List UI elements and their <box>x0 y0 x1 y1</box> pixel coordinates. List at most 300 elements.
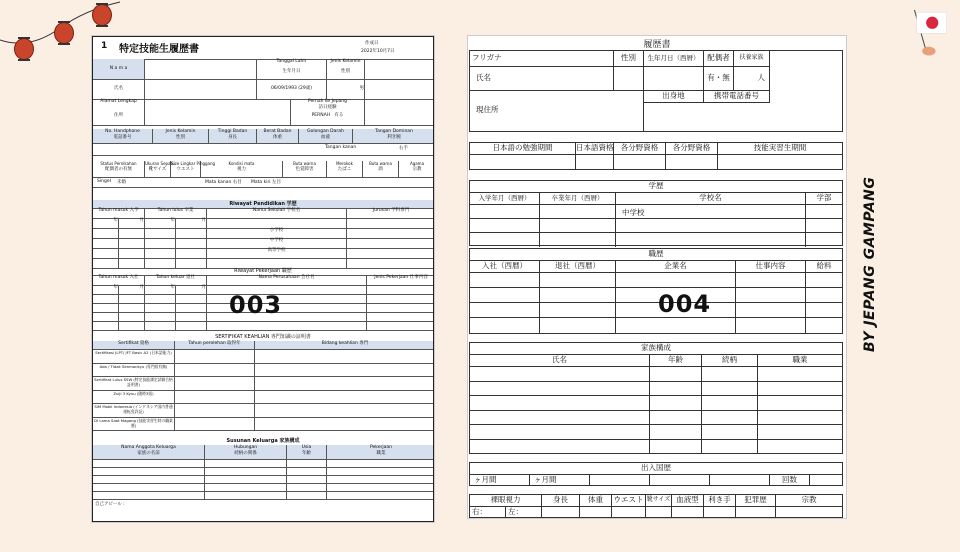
gaku-cell <box>540 205 616 219</box>
col-jenis-pekerjaan: Jenis Pekerjaan 仕事内容 <box>374 275 428 280</box>
cert-year <box>175 349 255 363</box>
shokureki-block <box>469 248 843 334</box>
body-col-label: 利き手 <box>704 495 736 507</box>
keitai-label: 携帯電話番号 <box>704 91 770 103</box>
col-tahun-masuk-kerja: Tahun masuk 入社 <box>93 275 145 285</box>
cert-name: Ada / Tidak Senmonkyu (専門級有無) <box>93 363 175 377</box>
cert-row <box>93 349 433 364</box>
fam-cell <box>93 467 205 475</box>
study-col-field <box>470 155 576 169</box>
kazoku-cell <box>702 396 758 411</box>
status-header-jp: たばこ <box>337 167 352 172</box>
cert-year <box>175 376 255 390</box>
cert-year <box>175 390 255 404</box>
fisik-header-jp: 身長 <box>228 135 237 140</box>
shimei-label: 氏名 <box>470 67 614 91</box>
singel: Singel <box>97 179 111 184</box>
col-nyuugaku: 入学年月（西暦） <box>470 193 540 205</box>
edu-cell <box>347 218 435 228</box>
edu-cell <box>176 248 207 258</box>
seibetsu-label: 性別 <box>614 51 644 67</box>
body-block <box>469 494 843 518</box>
fisik-header-cell <box>153 129 209 143</box>
edu-cell <box>119 248 145 258</box>
study-col-label: 日本語の勉強期間 <box>470 143 576 155</box>
col-nama-anggota-jp: 家族の名前 <box>137 451 160 456</box>
body-col-label: ウエスト <box>612 495 646 507</box>
fam-cell <box>93 459 205 467</box>
work-cell <box>367 312 435 321</box>
fisik-header-cell <box>353 129 435 143</box>
fisik-header-label: No. Handphone <box>105 129 140 134</box>
edu-cell <box>93 238 119 248</box>
edu-cell <box>347 238 435 248</box>
kazoku-cell <box>470 440 650 455</box>
resume-form-left <box>92 36 434 522</box>
work-cell <box>93 294 119 303</box>
shoku-cell <box>806 303 842 318</box>
nyuushutsu-block <box>469 462 843 486</box>
fam-cell <box>287 483 327 491</box>
work-cell <box>119 312 145 321</box>
edu-cell <box>347 248 435 258</box>
umu-label: 有・無 <box>704 67 734 91</box>
lantern-icon <box>92 4 112 26</box>
fam-cell <box>205 459 287 467</box>
nyuushutsu-title: 出入国歴 <box>470 463 842 475</box>
cert-name: Di Lama Saat Magang (技能実習生時の職業歴) <box>93 417 175 431</box>
gaku-cell <box>540 233 616 247</box>
shoku-cell <box>470 318 540 333</box>
status-header-row <box>93 161 433 178</box>
shoku-cell <box>540 288 616 303</box>
cert-field <box>255 390 435 404</box>
status-header-cell <box>93 161 145 177</box>
work-cell <box>176 303 207 312</box>
status-header-jp: 酒 <box>378 167 383 172</box>
col-hubungan: Hubungan <box>233 445 258 450</box>
gaku-cell <box>616 233 806 247</box>
kazoku-cell <box>650 382 702 397</box>
status-header-label: Kondisi mata <box>228 161 255 166</box>
fisik-header-jp: 利き腕 <box>387 135 401 140</box>
status-header-cell <box>283 161 327 177</box>
work-cell: 月 <box>176 285 207 294</box>
col-gakubu: 学部 <box>806 193 842 205</box>
fam-row <box>93 491 433 500</box>
keluarga-header <box>93 445 433 460</box>
edu-cell: 年 <box>145 218 176 228</box>
shimei-row <box>93 79 433 100</box>
edu-cell <box>119 238 145 248</box>
jenis-kelamin-value: 男 <box>327 79 365 99</box>
seibetsu-field <box>614 67 644 91</box>
kagetsu-1: ヶ月間 <box>470 475 530 486</box>
body-col-field <box>542 507 580 518</box>
gaku-cell <box>540 219 616 233</box>
date-label: 作成日 <box>365 41 379 46</box>
edu-cell <box>176 228 207 238</box>
haiguusha-label: 配偶者 <box>704 51 734 67</box>
kazoku-cell <box>650 440 702 455</box>
nama-field <box>145 59 257 79</box>
edu-cell <box>93 228 119 238</box>
form-title: 特定技能生履歴書 <box>119 44 199 55</box>
kazoku-cell <box>758 382 842 397</box>
fam-cell <box>327 483 435 491</box>
seinengappi-label: 生年月日（西暦） <box>644 51 704 67</box>
blank-1 <box>590 475 650 486</box>
edu-cell <box>207 218 347 228</box>
kazoku-cell <box>758 411 842 426</box>
shusshinchi-label: 出身地 <box>644 91 704 103</box>
resume-form-right <box>468 36 846 518</box>
mata-kiri: Mata kiri 左目 <box>251 180 281 185</box>
work-cell <box>367 303 435 312</box>
pernah-jp: 訪日経験 <box>318 105 337 110</box>
sertifikat-title: SERTIFIKAT KEAHLIAN 専門知識の証明書 <box>93 333 433 342</box>
study-col-label: 技能実習生期間 <box>718 143 842 155</box>
self-pr-label: 自己アピール : <box>95 502 125 507</box>
nama-label: N a m a <box>93 59 145 79</box>
body-col-field <box>580 507 612 518</box>
kazoku-block <box>469 342 843 454</box>
fam-cell <box>205 475 287 483</box>
seinengappi-field <box>644 67 704 91</box>
body-col-field <box>646 507 672 518</box>
fam-cell <box>287 475 327 483</box>
cert-row <box>93 417 433 432</box>
cert-field <box>255 403 435 417</box>
work-cell: 年 <box>93 285 119 294</box>
cert-year <box>175 417 255 431</box>
work-cell <box>176 294 207 303</box>
pernah-yes: 有る <box>334 113 344 118</box>
genjuusho-label: 現住所 <box>470 91 644 131</box>
edu-cell: 中学校 <box>207 238 347 248</box>
form-number: 1 <box>101 41 108 51</box>
col-usia: Usia <box>301 445 312 450</box>
body-col-label: 宗教 <box>776 495 842 507</box>
shimei-field <box>145 79 257 99</box>
work-cell <box>367 294 435 303</box>
edu-cell <box>347 228 435 238</box>
rirekisho-title: 履歴書 <box>643 40 671 50</box>
title-row <box>93 37 433 60</box>
kazoku-cell <box>702 382 758 397</box>
status-header-cell <box>327 161 363 177</box>
fisik-header-cell <box>257 129 299 143</box>
gaku-cell <box>470 219 540 233</box>
status-header-jp: ウエスト <box>176 167 195 172</box>
body-col-label: 裸眼視力 <box>470 495 542 507</box>
col-k-shimei: 氏名 <box>470 355 650 367</box>
gakureki-block <box>469 180 843 246</box>
fisik-header-label: Golongan Darah <box>307 129 344 134</box>
edu-cell <box>145 228 176 238</box>
col-bidang-keahlian: Bidang keahlian 専門 <box>321 341 369 346</box>
work-cell <box>93 312 119 321</box>
tanggal-lahir-label: Tanggal Lahir <box>276 59 307 64</box>
alamat-row <box>93 99 433 126</box>
kazoku-cell <box>702 440 758 455</box>
fam-cell <box>93 475 205 483</box>
fam-cell <box>205 491 287 499</box>
study-col-label: 日本語資格 <box>576 143 614 155</box>
fam-cell <box>287 467 327 475</box>
keluarga-title: Susunan Keluarga 家族構成 <box>93 437 433 446</box>
col-sotsugyou: 卒業年月（西暦） <box>540 193 616 205</box>
col-sertifikat: Sertifikat 資格 <box>93 341 175 349</box>
cert-row <box>93 390 433 405</box>
fisik-header-cell <box>93 129 153 143</box>
col-shigoto: 仕事内容 <box>736 261 806 273</box>
shoku-cell <box>806 288 842 303</box>
fisik-value-row <box>93 143 433 156</box>
gaku-cell <box>616 205 806 219</box>
col-nyuusha: 入社（西暦） <box>470 261 540 273</box>
tanggal-lahir-header <box>257 59 327 79</box>
chuugakkou-label: 中学校 <box>622 208 645 217</box>
fisik-header-label: Berat Badan <box>263 129 292 134</box>
kazoku-title: 家族構成 <box>470 343 842 355</box>
shoku-cell <box>736 303 806 318</box>
col-k-nenrei: 年齢 <box>650 355 702 367</box>
cert-name: SIM Mobil Indonesia (インドネシア国内普通運転免許証) <box>93 403 175 417</box>
col-jurusan: Jurusan 学科専門 <box>372 208 410 213</box>
work-cell <box>145 312 176 321</box>
date-value: 2022年10月7日 <box>361 49 395 54</box>
fisik-header-jp: 体重 <box>273 135 282 140</box>
fam-cell <box>327 475 435 483</box>
col-pekerjaan-jp: 職業 <box>376 451 386 456</box>
col-k-shokugyou: 職業 <box>758 355 842 367</box>
shimei-label: 氏名 <box>93 79 145 99</box>
shoku-cell <box>616 318 736 333</box>
work-cell <box>119 321 145 330</box>
hidari-label: 左： <box>506 507 542 518</box>
status-header-jp: 宗教 <box>412 167 422 172</box>
cert-row <box>93 403 433 418</box>
fam-cell <box>327 459 435 467</box>
status-header-label: Buta warna <box>293 161 316 166</box>
alamat-field <box>145 99 291 125</box>
fam-cell <box>93 483 205 491</box>
edu-cell <box>145 238 176 248</box>
blank-2 <box>650 475 710 486</box>
work-cell <box>207 321 367 330</box>
kazoku-cell <box>758 425 842 440</box>
study-col-label: 各分野資格 <box>666 143 718 155</box>
fisik-header-label: Jenis Kelamin <box>165 129 196 134</box>
cert-field <box>255 417 435 431</box>
fuyou-label: 扶養家族 <box>734 51 770 67</box>
cert-row <box>93 376 433 391</box>
alamat-label: Alamat Lengkap <box>100 99 137 104</box>
jenis-kelamin-header <box>327 59 365 79</box>
work-cell <box>367 285 435 294</box>
status-header-label: Buta warna <box>369 161 392 166</box>
pekerjaan-title: Riwayat Pekerjaan 職歴 <box>93 267 433 276</box>
kazoku-cell <box>650 411 702 426</box>
kazoku-cell <box>470 367 650 382</box>
fisik-header-row <box>93 129 433 144</box>
status-header-cell <box>171 161 216 177</box>
edu-cell: 月 <box>176 218 207 228</box>
status-header-label: Agama <box>409 161 425 166</box>
fisik-header-cell <box>299 129 353 143</box>
tangan-kanan-jp: 右手 <box>399 146 408 151</box>
gakureki-title: 学歴 <box>470 181 842 193</box>
fam-cell <box>93 491 205 499</box>
status-value-row <box>93 177 433 188</box>
status-header-cell <box>145 161 175 177</box>
body-col-label: 血液型 <box>672 495 704 507</box>
edu-cell: 高等学校 <box>207 248 347 258</box>
fam-cell <box>287 491 327 499</box>
work-cell <box>145 321 176 330</box>
status-header-cell <box>399 161 435 177</box>
edu-cell: 年 <box>93 218 119 228</box>
fam-cell <box>205 483 287 491</box>
body-col-field <box>776 507 842 518</box>
singel-jp: 未婚 <box>117 180 126 185</box>
col-nama-anggota: Nama Anggota Keluarga <box>121 445 176 450</box>
alamat-header <box>93 99 145 125</box>
edu-cell <box>119 228 145 238</box>
shoku-cell <box>806 318 842 333</box>
fisik-header-label: Tangan Dominan <box>375 129 413 134</box>
cert-year <box>175 403 255 417</box>
gaku-cell <box>806 205 842 219</box>
furigana-label: フリガナ <box>470 51 614 67</box>
shoku-cell <box>616 273 736 288</box>
nama-row <box>93 59 433 80</box>
study-col-field <box>718 155 842 169</box>
col-taisha: 退社（西暦） <box>540 261 616 273</box>
gaku-cell <box>616 219 806 233</box>
work-cell <box>145 294 176 303</box>
kazoku-cell <box>650 425 702 440</box>
study-col-label: 各分野資格 <box>614 143 666 155</box>
kaisuu-label: 回数 <box>770 475 810 486</box>
blank-3 <box>710 475 770 486</box>
col-gakkoumei: 学校名 <box>616 193 806 205</box>
col-tahun-keluar: Tahun keluar 退社 <box>145 275 207 285</box>
cert-field <box>255 376 435 390</box>
col-tahun-lulus: Tahun lulus 卒業 <box>145 208 207 218</box>
study-col-field <box>614 155 666 169</box>
work-cell <box>93 321 119 330</box>
status-header-label: Status Pernikahan <box>100 161 137 166</box>
kazoku-cell <box>470 382 650 397</box>
col-nama-perusahaan: Nama Perusahaan 会社名 <box>207 275 367 285</box>
kazoku-cell <box>650 367 702 382</box>
body-col-label: 靴サイズ <box>646 495 672 507</box>
migi-label: 右： <box>470 507 506 518</box>
work-cell <box>93 303 119 312</box>
gaku-cell <box>806 233 842 247</box>
jenis-kelamin-label: Jenis Kelamin <box>330 59 361 64</box>
kazoku-cell <box>758 440 842 455</box>
kazoku-cell <box>702 411 758 426</box>
cert-name: Zuiji 3 Kyuu (随時3級) <box>93 390 175 404</box>
pernah-label: Pernah ke Jepang <box>307 99 348 104</box>
shoku-cell <box>736 288 806 303</box>
shoku-cell <box>470 288 540 303</box>
work-cell <box>119 303 145 312</box>
status-header-label: Ukuran Sepatu <box>145 161 175 166</box>
col-tahun-masuk: Tahun masuk 入学 <box>93 208 145 218</box>
personal-block <box>469 50 843 132</box>
work-cell <box>367 321 435 330</box>
cert-name: Sertifikasi JLPT/ JFT Basic A2 (日本語能力) <box>93 349 175 363</box>
kazoku-cell <box>702 425 758 440</box>
kagetsu-2: ヶ月間 <box>530 475 590 486</box>
shokureki-title: 職歴 <box>470 249 842 261</box>
body-col-label: 犯罪歴 <box>736 495 776 507</box>
body-col-field <box>612 507 646 518</box>
fam-cell <box>327 467 435 475</box>
kazoku-cell <box>470 396 650 411</box>
kazoku-cell <box>470 411 650 426</box>
fisik-header-jp: 血液 <box>321 135 330 140</box>
kazoku-cell <box>470 425 650 440</box>
status-header-cell <box>363 161 399 177</box>
body-col-field <box>672 507 704 518</box>
jenis-kelamin-jp: 性別 <box>341 69 350 74</box>
status-header-jp: 靴サイズ <box>148 167 167 172</box>
pendidikan-title: Riwayat Pendidikan 学歴 <box>93 200 433 209</box>
sample-number-right: 004 <box>658 290 712 318</box>
col-hubungan-jp: 続柄の関係 <box>234 451 257 456</box>
tanggal-lahir-jp: 生年月日 <box>282 69 301 74</box>
shoku-cell <box>540 273 616 288</box>
cert-name: Sertifikat Lulus SSW (特定技能測定試験合格証明書) <box>93 376 175 390</box>
sample-number-left: 003 <box>229 291 283 319</box>
col-tahun-perolehan: Tahun perolehan 取得年 <box>175 341 255 349</box>
status-header-jp: 視力 <box>237 167 246 172</box>
work-cell: 年 <box>145 285 176 294</box>
col-usia-jp: 年齢 <box>302 451 311 456</box>
status-header-jp: 色覚障害 <box>295 167 314 172</box>
gaku-cell <box>470 233 540 247</box>
tangan-kanan: Tangan kanan <box>325 145 357 150</box>
shoku-cell <box>806 273 842 288</box>
kazoku-cell <box>758 367 842 382</box>
edu-cell <box>176 238 207 248</box>
col-pekerjaan: Pekerjaan <box>369 445 392 450</box>
pernah-header <box>291 99 365 125</box>
cert-field <box>255 363 435 377</box>
body-col-label: 体重 <box>580 495 612 507</box>
edu-cell <box>93 248 119 258</box>
gaku-cell <box>806 219 842 233</box>
gaku-cell <box>470 205 540 219</box>
shoku-cell <box>736 318 806 333</box>
brand-watermark: BY JEPANG GAMPANG <box>862 176 878 352</box>
shoku-cell <box>540 318 616 333</box>
cert-field <box>255 349 435 363</box>
fisik-header-label: Tinggi Badan <box>217 129 248 134</box>
work-cell <box>145 303 176 312</box>
edu-cell <box>145 248 176 258</box>
edu-cell: 月 <box>119 218 145 228</box>
status-header-label: Merokok <box>336 161 353 166</box>
kazoku-cell <box>650 396 702 411</box>
col-kyuuryou: 給料 <box>806 261 842 273</box>
edu-cell: 小学校 <box>207 228 347 238</box>
